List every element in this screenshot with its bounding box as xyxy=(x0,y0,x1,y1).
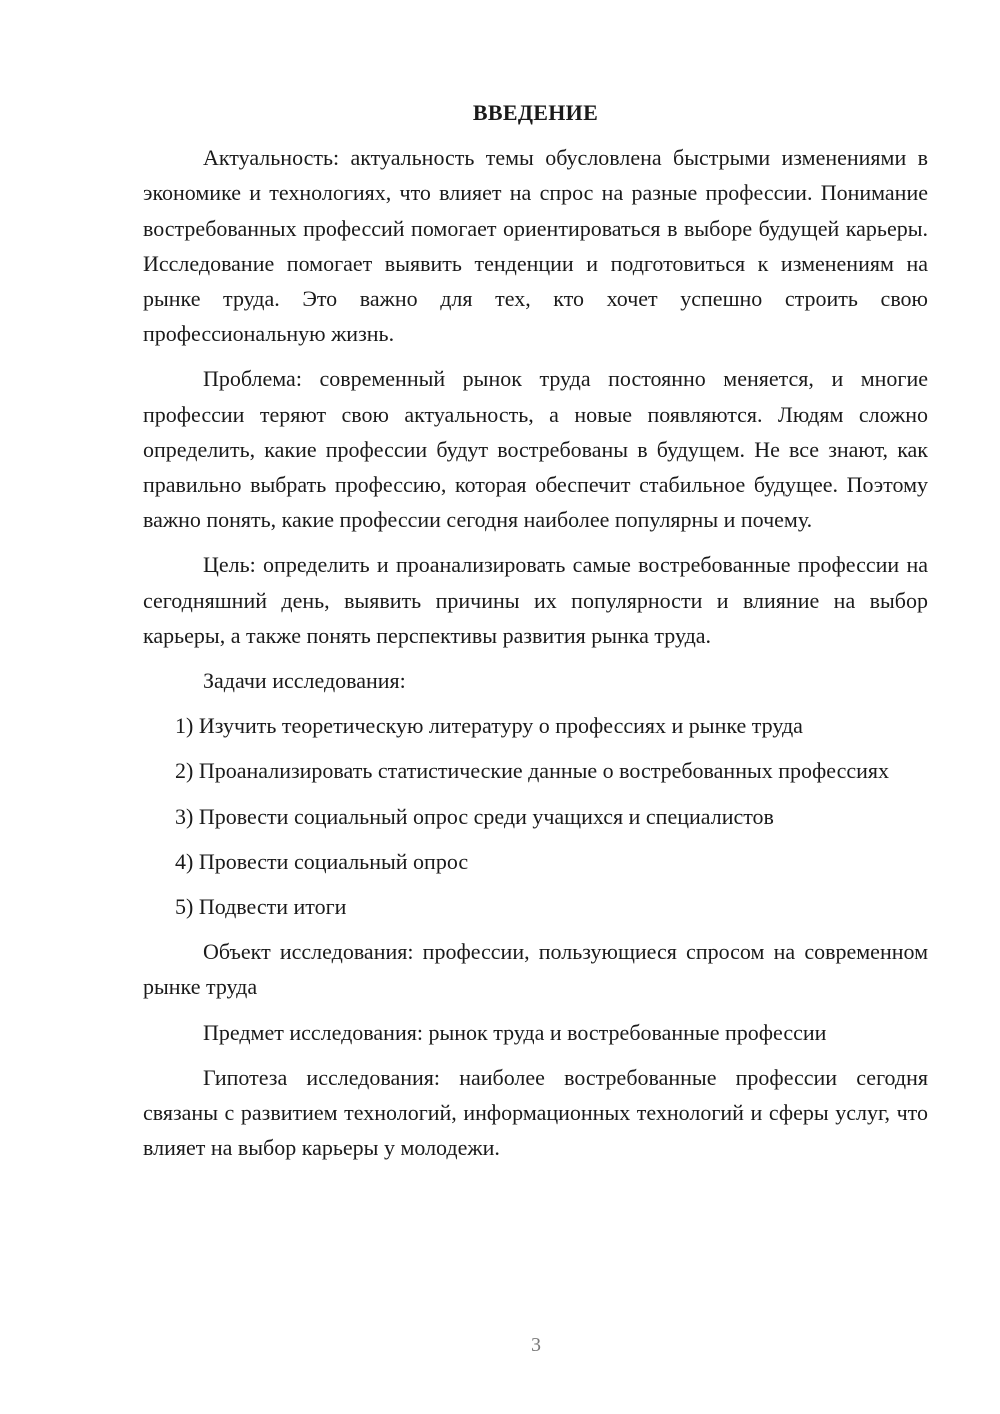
document-page xyxy=(143,95,928,1175)
goal-paragraph: Цель: определить и проанализировать самые востребованные профессии на сегодняшний день, выявить причины их популярности и влияние на выбор карьеры, а также понять перспективы развития рынка труда. xyxy=(143,552,928,648)
object-paragraph: Объект исследования: профессии, пользующиеся спросом на современном рынке труда xyxy=(143,939,928,1000)
task-item-4: 4) Провести социальный опрос xyxy=(175,848,469,874)
problem-paragraph: Проблема: современный рынок труда постоянно меняется, и многие профессии теряют свою актуальность, а новые появляются. Людям сложно определить, какие профессии будут востребованы в будущем. Не все знают, как правильно выбрать профессию, которая обеспечит стабильное будущее. Поэтому важно понять, какие профессии сегодня наиболее популярны и почему. xyxy=(143,366,928,533)
subject-paragraph: Предмет исследования: рынок труда и востребованные профессии xyxy=(203,1019,827,1045)
task-item-1: 1) Изучить теоретическую литературу о профессиях и рынке труда xyxy=(175,713,803,739)
tasks-heading: Задачи исследования: xyxy=(203,668,406,694)
task-item-2: 2) Проанализировать статистические данные о востребованных профессиях xyxy=(175,758,890,784)
relevance-paragraph: Актуальность: актуальность темы обусловлена быстрыми изменениями в экономике и технологиях, что влияет на спрос на разные профессии. Понимание востребованных профессий помогает ориентироваться в выборе будущей карьеры. Исследование помогает выявить тенденции и подготовиться к изменениям на рынке труда. Это важно для тех, кто хочет успешно строить свою профессиональную жизнь. xyxy=(143,145,928,347)
task-item-5: 5) Подвести итоги xyxy=(175,894,347,920)
page-title: ВВЕДЕНИЕ xyxy=(472,100,599,125)
page-number: 3 xyxy=(531,1334,541,1356)
task-item-3: 3) Провести социальный опрос среди учащихся и специалистов xyxy=(175,803,774,829)
hypothesis-paragraph: Гипотеза исследования: наиболее востребованные профессии сегодня связаны с развитием технологий, информационных технологий и сферы услуг, что влияет на выбор карьеры у молодежи. xyxy=(143,1064,928,1161)
